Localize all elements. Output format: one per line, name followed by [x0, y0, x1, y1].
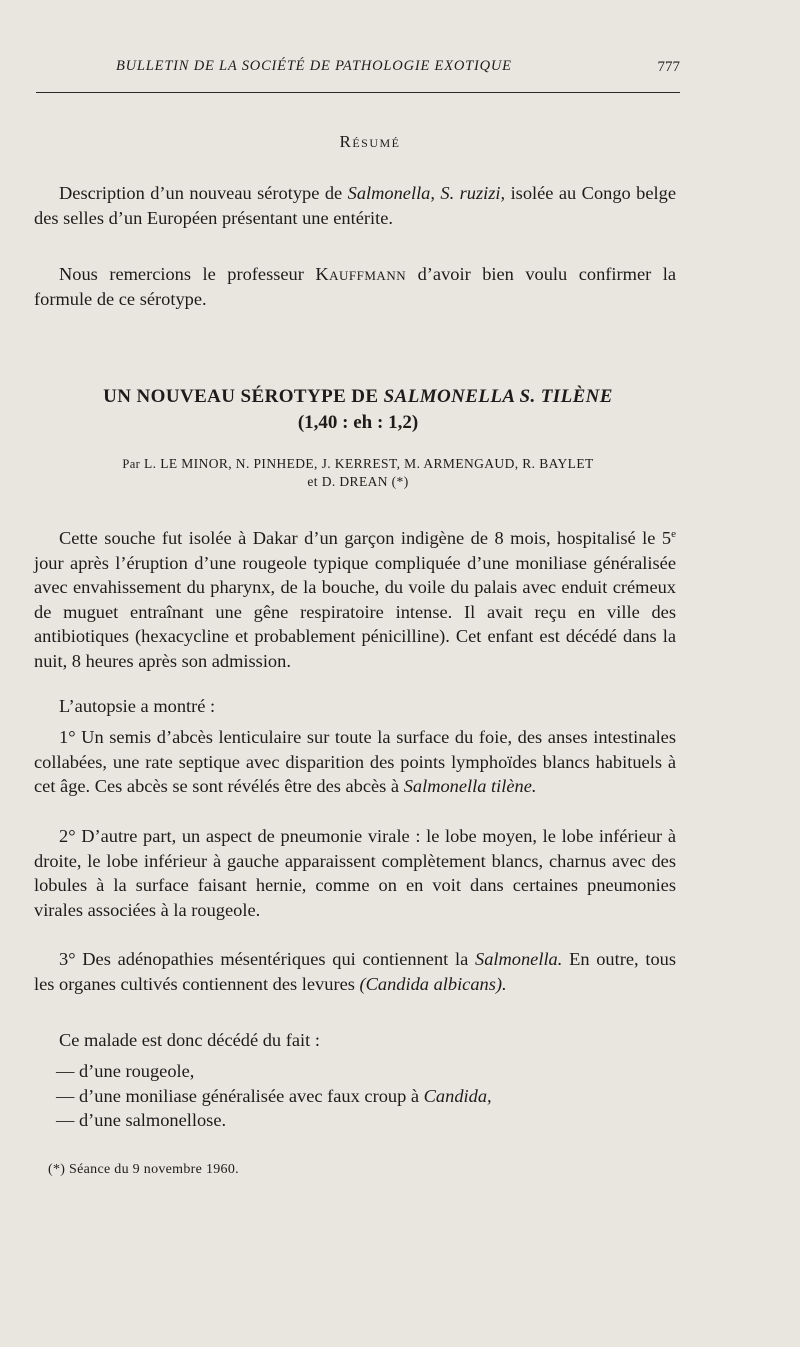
species-name: S. ruzizi, [440, 183, 506, 203]
resume-text: isolée au Congo belge des selles d’un Européen présentant une entérite. [34, 183, 676, 228]
person-name: Kauffmann [315, 264, 407, 284]
resume-paragraph-1 [34, 181, 676, 230]
resume-text: d’avoir bien voulu confirmer la formule de ce sérotype. [34, 264, 676, 309]
article-title-text: UN NOUVEAU SÉROTYPE DE [103, 386, 384, 407]
authors-line-1 [34, 455, 682, 473]
authors-block [34, 455, 682, 491]
article-title [34, 386, 682, 408]
resume-heading: Résumé [339, 132, 401, 151]
body-paragraph-2: L’autopsie a montré : [59, 696, 216, 716]
list-item: — d’une salmonellose. [56, 1110, 227, 1130]
body-paragraph-4: 2° D’autre part, un aspect de pneumonie virale : le lobe moyen, le lobe inférieur à droite, le lobe inférieur à gauche apparaissent complètement blancs, charnus avec des lobules à la surface faisant hernie, comme on en voit dans certaines pneumonies virales associées à la rougeole. [34, 826, 676, 920]
cause-list [56, 1059, 676, 1133]
header-rule [36, 92, 680, 93]
species-name: Salmonella tilène. [403, 776, 537, 796]
list-item-text: — d’une moniliase généralisée avec faux croup à [56, 1085, 424, 1106]
species-name: (Candida albicans). [359, 973, 507, 994]
article-subtitle: (1,40 : eh : 1,2) [297, 412, 419, 433]
list-item [56, 1084, 676, 1109]
journal-title: BULLETIN DE LA SOCIÉTÉ DE PATHOLOGIE EXOTIQUE [116, 58, 512, 74]
body-paragraph-1: Cette souche fut isolée à Dakar d’un garçon indigène de 8 mois, hospitalisé le 5e jour après l’éruption d’une rougeole typique compliquée d’une moniliase généralisée avec envahissement du pharynx, de la bouche, du voile du palais avec enduit crémeux de muguet entraînant une gêne respiratoire intense. Il avait reçu en ville des antibiotiques (hexacycline et probablement pénicilline). Cet enfant est décédé dans la nuit, 8 heures après son admission. [34, 528, 676, 671]
authors-names: L. LE MINOR, N. PINHEDE, J. KERREST, M. ARMENGAUD, R. BAYLET [140, 456, 594, 471]
body-paragraph-3 [34, 725, 676, 799]
genus-name: Salmonella, [347, 183, 435, 203]
body-text: En outre, tous les organes cultivés contiennent des levures [34, 949, 677, 994]
resume-text: Description d’un nouveau sérotype de [59, 183, 348, 203]
body-text: 1° Un semis d’abcès lenticulaire sur toute la surface du foie, des anses intestinales collabées, une rate septique avec disparition des points lymphoïdes blancs habituels à cet âge. Ces abcès se sont révélés être des abcès à [34, 727, 676, 796]
genus-name: Candida, [423, 1085, 492, 1106]
body-paragraph-6: Ce malade est donc décédé du fait : [59, 1030, 320, 1050]
ordinal-suffix: e [671, 528, 676, 540]
resume-paragraph-2 [34, 262, 676, 311]
genus-name: Salmonella. [475, 949, 563, 969]
list-item: — d’une rougeole, [56, 1061, 195, 1081]
authors-line-2: et D. DREAN (*) [307, 474, 409, 489]
page-number: 777 [657, 59, 680, 75]
authors-par: Par [122, 457, 141, 471]
resume-text: Nous remercions le professeur [59, 264, 316, 284]
body-paragraph-5 [34, 947, 676, 996]
body-text: 3° Des adénopathies mésentériques qui contiennent la [59, 949, 475, 969]
footnote: (*) Séance du 9 novembre 1960. [48, 1162, 239, 1177]
article-title-species: SALMONELLA S. TILÈNE [383, 386, 613, 407]
